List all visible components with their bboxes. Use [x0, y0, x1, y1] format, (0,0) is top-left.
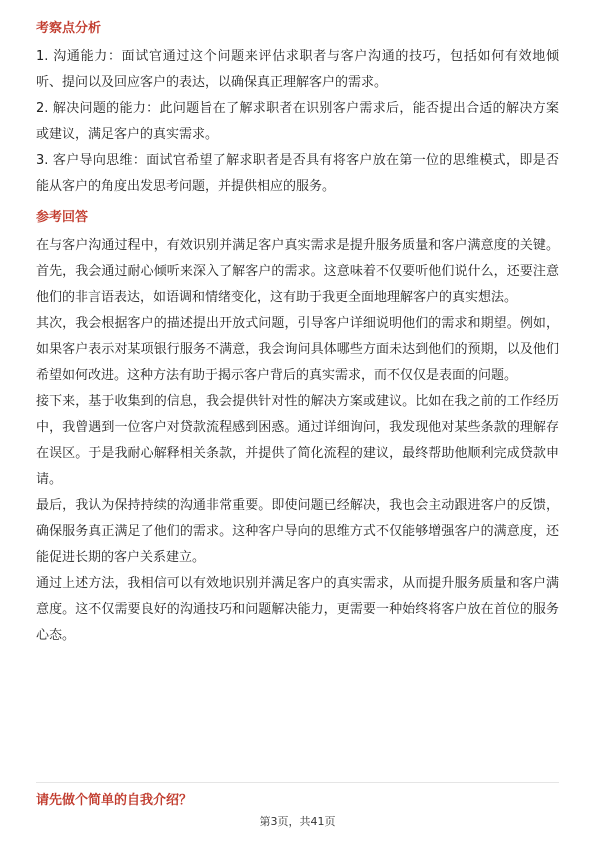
analysis-item-1: 1. 沟通能力：面试官通过这个问题来评估求职者与客户沟通的技巧，包括如何有效地倾听、提问以及回应客户的表达，以确保真正理解客户的需求。 [36, 49, 559, 90]
answer-title: 参考回答 [36, 210, 89, 225]
answer-paragraph-1: 在与客户沟通过程中，有效识别并满足客户真实需求是提升服务质量和客户满意度的关键。首先，我会通过耐心倾听来深入了解客户的需求。这意味着不仅要听他们说什么，还要注意他们的非言语表达，如语调和情绪变化，这有助于我更全面地理解客户的真实想法。 [36, 238, 559, 305]
analysis-item-2: 2. 解决问题的能力：此问题旨在了解求职者在识别客户需求后，能否提出合适的解决方案或建议，满足客户的真实需求。 [36, 101, 559, 142]
analysis-item-3: 3. 客户导向思维：面试官希望了解求职者是否具有将客户放在第一位的思维模式，即是否能从客户的角度出发思考问题，并提供相应的服务。 [36, 153, 559, 194]
answer-paragraph-2: 其次，我会根据客户的描述提出开放式问题，引导客户详细说明他们的需求和期望。例如，如果客户表示对某项银行服务不满意，我会询问具体哪些方面未达到他们的预期，以及他们希望如何改进。这种方法有助于揭示客户背后的真实需求，而不仅仅是表面的问题。 [36, 316, 559, 383]
analysis-list [36, 44, 559, 200]
answer-paragraph-5: 通过上述方法，我相信可以有效地识别并满足客户的真实需求，从而提升服务质量和客户满意度。这不仅需要良好的沟通技巧和问题解决能力，更需要一种始终将客户放在首位的服务心态。 [36, 576, 559, 643]
page-content [36, 20, 559, 649]
next-question-heading: 请先做个简单的自我介绍？ [36, 793, 193, 808]
page-footer: 第3页，共41页 [259, 815, 336, 828]
answer-paragraph-4: 最后，我认为保持持续的沟通非常重要。即使问题已经解决，我也会主动跟进客户的反馈，确保服务真正满足了他们的需求。这种客户导向的思维方式不仅能够增强客户的满意度，还能促进长期的客户关系建立。 [36, 498, 559, 565]
analysis-title: 考察点分析 [36, 21, 102, 36]
answer-paragraph-3: 接下来，基于收集到的信息，我会提供针对性的解决方案或建议。比如在我之前的工作经历中，我曾遇到一位客户对贷款流程感到困惑。通过详细询问，我发现他对某些条款的理解存在误区。于是我耐心解释相关条款，并提供了简化流程的建议，最终帮助他顺利完成贷款申请。 [36, 394, 559, 487]
section-divider [36, 782, 559, 783]
answer-body [36, 233, 559, 649]
